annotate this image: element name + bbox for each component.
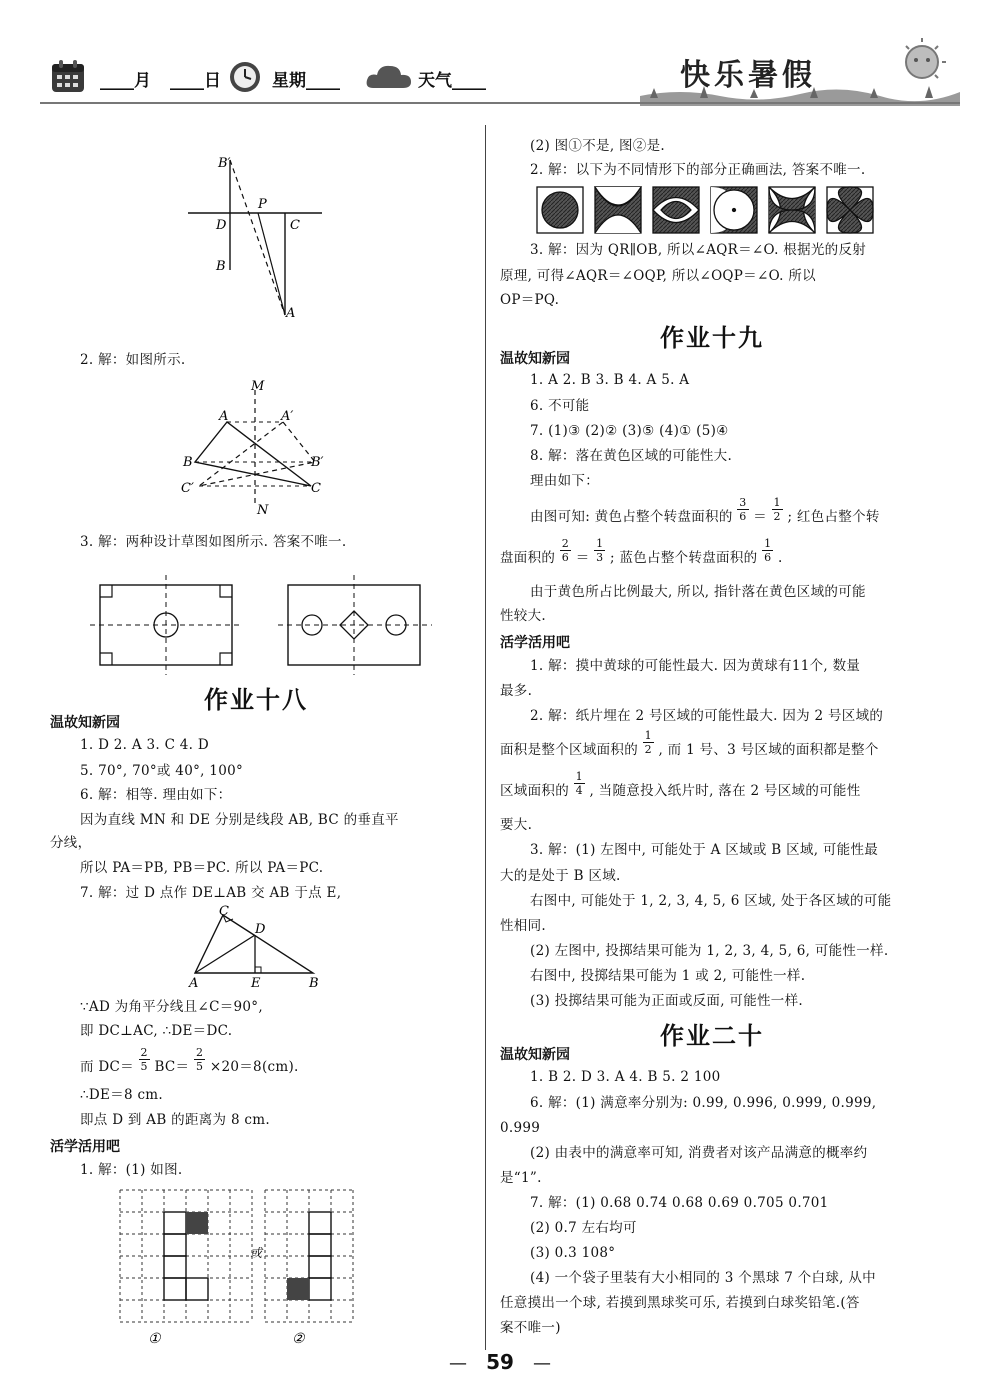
weekday-field: 星期____ (272, 71, 340, 91)
frac-1-2-b (643, 729, 654, 756)
fig3-label-d: D (255, 922, 266, 937)
frac-num: 1 (575, 770, 583, 783)
frac-den: 6 (561, 551, 570, 564)
right-e7-l3: (3) 0.3 108° (530, 1245, 616, 1261)
right-e1: 1. B 2. D 3. A 4. B 5. 2 100 (530, 1069, 721, 1085)
cloud-icon (365, 62, 413, 92)
left-a5: 5. 70°, 70°或 40°, 100° (80, 763, 244, 779)
right-e6-l3: (2) 由表中的满意率可知, 消费者对该产品满意的概率约 (530, 1145, 868, 1161)
left-a6: 6. 解：相等. 理由如下： (80, 787, 232, 803)
right-e6-l1: 6. 解：(1) 满意率分别为: 0.99, 0.996, 0.999, 0.999, (530, 1095, 877, 1111)
frac-2-5-a (139, 1046, 150, 1073)
figure-triangle (185, 905, 325, 990)
left-a6-l2: 分线， (50, 835, 92, 851)
right-e7-l2: (2) 0.7 左右均可 (530, 1220, 637, 1236)
footer-dash-right: — (533, 1353, 552, 1374)
c8-l2a: 由图可知: 黄色占整个转盘面积的 (530, 509, 733, 525)
grid-label-1: ① (148, 1331, 161, 1345)
d2-l3a: 区域面积的 (500, 783, 569, 799)
calendar-icon (50, 58, 86, 94)
left-a7: 7. 解：过 D 点作 DE⊥AB 交 AB 于点 E, (80, 885, 342, 901)
d2-l2b: , 而 1 号、3 号区域的面积都是整个 (658, 742, 879, 758)
frac-den: 3 (596, 551, 604, 564)
left-sec2: 活学活用吧 (50, 1139, 120, 1155)
left-b1: 1. 解：(1) 如图. (80, 1162, 183, 1178)
column-divider (485, 125, 486, 1350)
figure-reflection-path (180, 145, 340, 330)
month-field: ____月 (100, 71, 151, 91)
right-c8-l5: 性较大. (500, 608, 546, 624)
right-d3-l5: (2) 左图中, 投掷结果可能为 1, 2, 3, 4, 5, 6, 可能性一样. (530, 943, 889, 959)
left-l5: 即点 D 到 AB 的距离为 8 cm. (80, 1112, 270, 1128)
figure-patterns (535, 185, 915, 235)
hw18-title: 作业十八 (204, 686, 308, 714)
left-a1: 1. D 2. A 3. C 4. D (80, 737, 209, 753)
fig1-label-c: C (290, 218, 300, 233)
right-d3-l7: (3) 投掷结果可能为正面或反面, 可能性一样. (530, 993, 803, 1009)
fig3-label-c: C (219, 905, 229, 919)
frac-den: 2 (644, 743, 652, 756)
frac-num: 3 (739, 496, 747, 509)
frac-num: 2 (195, 1046, 204, 1059)
grid-or: 或 (250, 1246, 263, 1260)
banner-text: 快乐暑假 (680, 58, 816, 93)
fig1-label-bprime: B′ (218, 156, 231, 171)
fig3-label-a: A (189, 976, 199, 990)
fig2-label-m: M (251, 379, 265, 394)
fig1-label-p: P (258, 197, 267, 212)
page-header (0, 0, 1000, 110)
frac-den: 4 (575, 784, 583, 797)
left-l3-b: BC＝ (154, 1059, 190, 1075)
eq-sign: ＝ (753, 509, 767, 525)
left-a6-l3: 所以 PA＝PB, PB＝PC. 所以 PA＝PC. (80, 860, 324, 876)
fig3-label-b: B (309, 976, 319, 990)
right-d3-l1: 3. 解：(1) 左图中, 可能处于 A 区域或 B 区域, 可能性最 (530, 842, 879, 858)
right-r2: 2. 解：以下为不同情形下的部分正确画法, 答案不唯一. (530, 162, 866, 178)
left-l1: ∵AD 为角平分线且∠C＝90°, (80, 999, 263, 1015)
fig2-label-aprime: A′ (281, 409, 294, 424)
figure-designs (90, 575, 440, 675)
right-r3-l2: 原理, 可得∠AQR＝∠OQP, 所以∠OQP＝∠O. 所以 (500, 268, 816, 284)
frac-num: 1 (644, 729, 652, 742)
d2-l2a: 面积是整个区域面积的 (500, 742, 638, 758)
frac-1-3 (594, 537, 605, 564)
frac-1-6 (762, 537, 773, 564)
frac-1-4 (574, 770, 585, 797)
banner-title (640, 36, 960, 106)
frac-1-2 (772, 496, 783, 523)
d2-l3b: , 当随意投入纸片时, 落在 2 号区域的可能性 (589, 783, 861, 799)
right-d3-l4: 性相同. (500, 918, 546, 934)
fig2-label-c: C (311, 481, 321, 496)
right-r3-l3: OP＝PQ. (500, 292, 560, 308)
figure-symmetry (175, 378, 335, 518)
footer-dash-left: — (448, 1353, 467, 1374)
left-l3-c: ×20＝8(cm). (209, 1059, 299, 1075)
right-sec2: 活学活用吧 (500, 635, 570, 651)
frac-num: 1 (764, 537, 772, 550)
right-e7-l6: 案不唯一) (500, 1320, 561, 1336)
frac-num: 1 (773, 496, 781, 509)
right-sec3: 温故知新园 (500, 1047, 570, 1063)
c8-l3a: 盘面积的 (500, 550, 556, 566)
left-l3 (80, 1046, 299, 1082)
right-e6-l4: 是“1”. (500, 1170, 542, 1186)
right-e6-l2: 0.999 (500, 1120, 541, 1136)
right-d1-l1: 1. 解：摸中黄球的可能性最大. 因为黄球有11个, 数量 (530, 658, 861, 674)
right-r1: (2) 图①不是, 图②是. (530, 138, 665, 154)
frac-den: 5 (140, 1060, 148, 1073)
left-q2: 2. 解：如图所示. (80, 352, 186, 368)
fig2-label-n: N (257, 503, 269, 518)
eq-sign: ＝ (575, 550, 590, 566)
left-a6-l1: 因为直线 MN 和 DE 分别是线段 AB, BC 的垂直平 (80, 812, 399, 828)
right-d2-l3 (500, 770, 861, 806)
left-q3: 3. 解：两种设计草图如图所示. 答案不唯一. (80, 534, 347, 550)
right-c8-l3 (500, 537, 783, 573)
c8-l3c: . (777, 550, 783, 566)
right-c7: 7. (1)③ (2)② (3)⑤ (4)① (5)④ (530, 423, 729, 439)
hw20-title: 作业二十 (660, 1022, 764, 1050)
header-divider (40, 102, 960, 104)
fig1-label-d: D (216, 218, 227, 233)
frac-den: 6 (764, 551, 772, 564)
page-footer (0, 1350, 1000, 1374)
right-d3-l2: 大的是处于 B 区域. (500, 868, 621, 884)
fig2-label-b: B (183, 455, 193, 470)
left-l2: 即 DC⊥AC, ∴DE＝DC. (80, 1023, 233, 1039)
weather-field: 天气____ (418, 71, 486, 91)
hw19-title: 作业十九 (660, 324, 764, 352)
right-d2-l4: 要大. (500, 817, 533, 833)
shaded-cell-2 (287, 1278, 309, 1300)
left-l4: ∴DE＝8 cm. (80, 1087, 164, 1103)
right-c8: 8. 解：落在黄色区域的可能性大. (530, 448, 733, 464)
frac-num: 2 (140, 1046, 148, 1059)
frac-den: 6 (739, 510, 747, 523)
right-c1: 1. A 2. B 3. B 4. A 5. A (530, 372, 690, 388)
frac-3-6 (737, 496, 748, 523)
frac-den: 5 (195, 1060, 204, 1073)
grid-label-2: ② (292, 1331, 305, 1345)
clock-icon (228, 60, 262, 94)
shaded-cell-1 (186, 1212, 208, 1234)
right-c6: 6. 不可能 (530, 398, 590, 414)
right-c8-l4: 由于黄色所占比例最大, 所以, 指针落在黄色区域的可能 (530, 584, 866, 600)
right-d3-l3: 右图中, 可能处于 1, 2, 3, 4, 5, 6 区域, 处于各区域的可能 (530, 893, 892, 909)
right-d2-l1: 2. 解：纸片埋在 2 号区域的可能性最大. 因为 2 号区域的 (530, 708, 884, 724)
right-e7-l4: (4) 一个袋子里装有大小相同的 3 个黑球 7 个白球, 从中 (530, 1270, 876, 1286)
day-field: ____日 (170, 71, 221, 91)
fig2-label-cprime: C′ (181, 481, 194, 496)
right-d3-l6: 右图中, 投掷结果可能为 1 或 2, 可能性一样. (530, 968, 806, 984)
fig2-label-bprime: B′ (311, 455, 324, 470)
frac-den: 2 (773, 510, 781, 523)
right-sec1: 温故知新园 (500, 351, 570, 367)
fig2-label-a: A (219, 409, 229, 424)
c8-l3b: ; 蓝色占整个转盘面积的 (610, 550, 758, 566)
right-r3-l1: 3. 解：因为 QR∥OB, 所以∠AQR＝∠O. 根据光的反射 (530, 242, 867, 258)
right-d2-l2 (500, 729, 879, 765)
right-c8-l2 (530, 496, 880, 532)
fig1-label-a: A (286, 306, 296, 321)
page-number: 59 (486, 1350, 514, 1374)
right-e7-l5: 任意摸出一个球, 若摸到黑球奖可乐, 若摸到白球奖铅笔.(答 (500, 1295, 860, 1311)
frac-num: 1 (596, 537, 604, 550)
figure-grids (110, 1185, 370, 1345)
frac-num: 2 (561, 537, 570, 550)
fig3-label-e: E (251, 976, 261, 990)
right-c8-l1: 理由如下： (530, 473, 599, 489)
right-d1-l2: 最多. (500, 683, 533, 699)
c8-l2b: ; 红色占整个转 (787, 509, 880, 525)
frac-2-5-b (194, 1046, 205, 1073)
left-l3-a: 而 DC＝ (80, 1059, 134, 1075)
left-sec1: 温故知新园 (50, 715, 120, 731)
fig1-label-b: B (216, 259, 226, 274)
right-e7-l1: 7. 解：(1) 0.68 0.74 0.68 0.69 0.705 0.701 (530, 1195, 829, 1211)
frac-2-6 (560, 537, 571, 564)
